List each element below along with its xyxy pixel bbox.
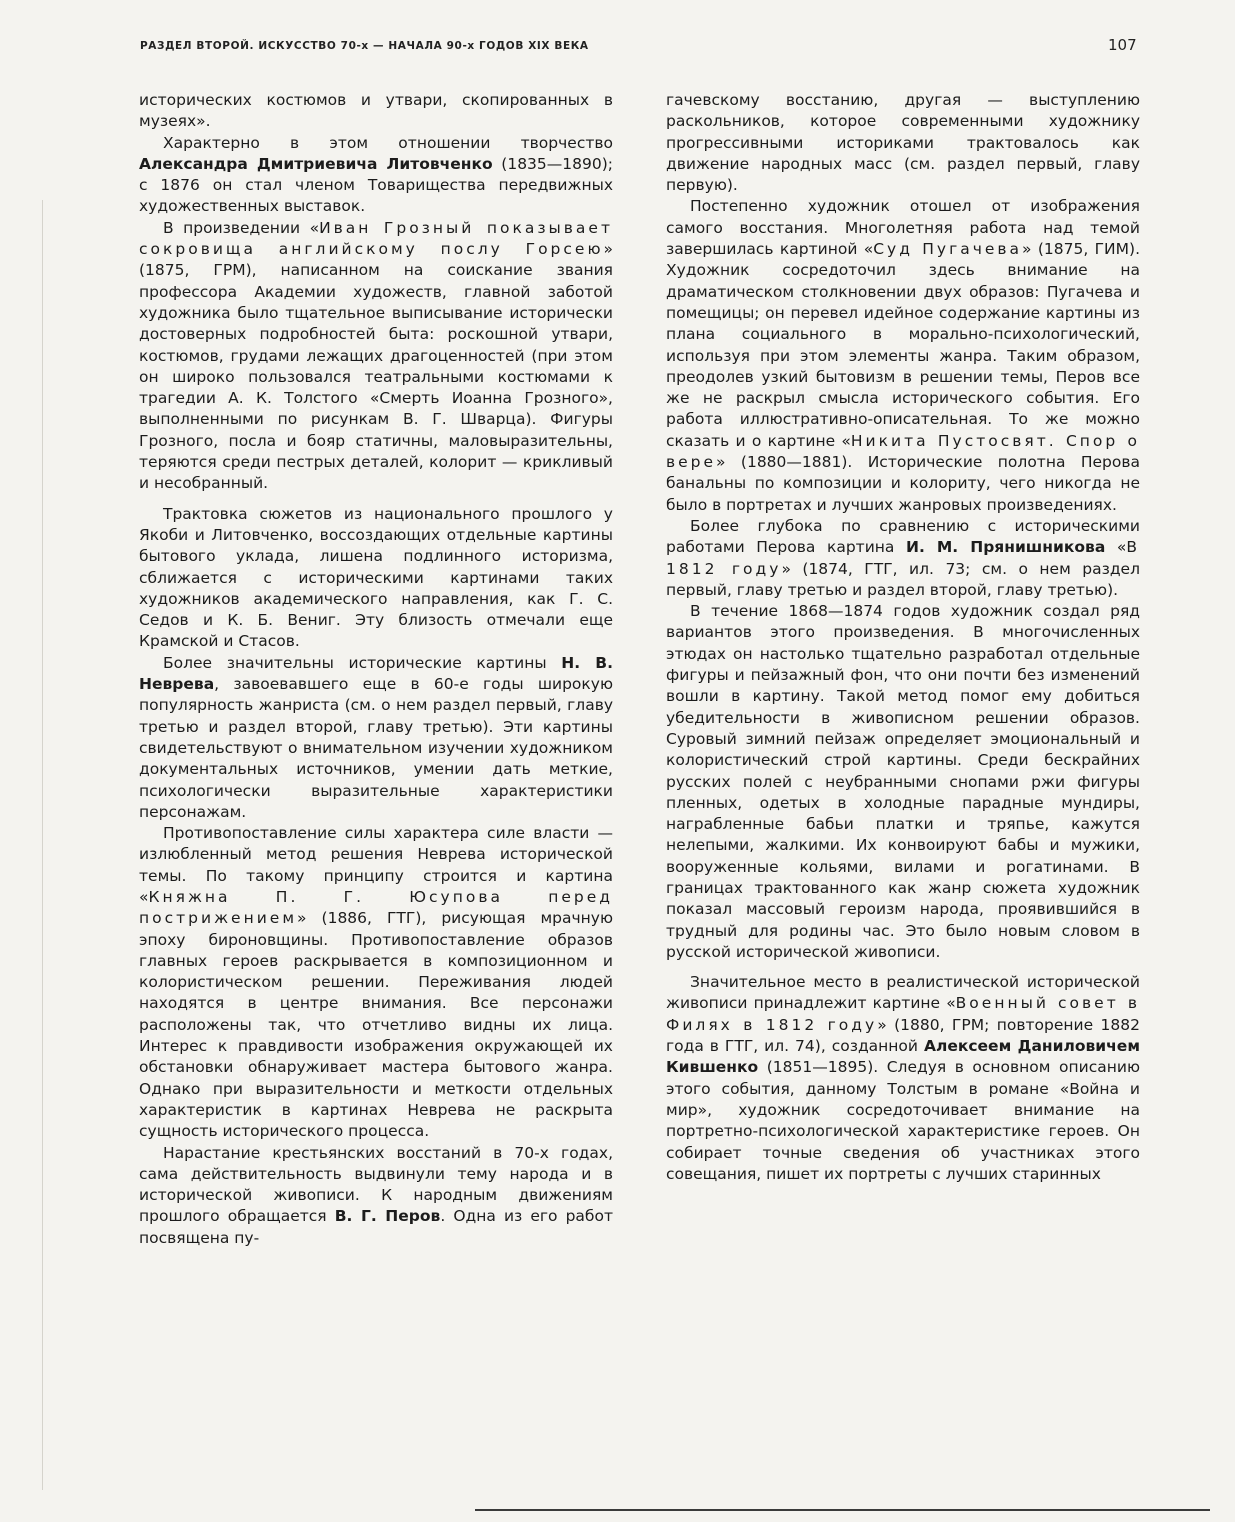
paragraph [139, 504, 613, 653]
paragraph [666, 972, 1140, 1185]
artwork-title: Княжна П. Г. Юсупова перед пострижением [139, 887, 613, 928]
paragraph [139, 133, 613, 218]
text-run: Более значительны исторические картины [163, 653, 562, 672]
text-run: Противопоставление силы характера силе власти — излюбленный метод решения Неврева исторической темы. По такому принципу строится и картина « [139, 824, 613, 906]
text-run: » (1874, ГТГ, ил. 73; см. о нем раздел первый, главу третью и раздел второй, главу третью). [666, 559, 1140, 599]
paragraph [139, 653, 613, 823]
artwork-title: Военный совет в Филях в 1812 году [666, 994, 1140, 1034]
text-run: (1851—1895). Следуя в основном описанию этого события, данному Толстым в романе «Война и мир», художник сосредоточивает внимание на портретно-психологической характеристике героев. Он собирает точные сведения об участниках этого совещания, пишет их портреты с лучших старинных [666, 1058, 1140, 1183]
paragraph [666, 516, 1140, 601]
artwork-title: Суд Пугачева [873, 240, 1023, 259]
paragraph [666, 90, 1140, 196]
page-margin-shadow [42, 200, 43, 1490]
text-run: » (1875, ГРМ), написанном на соискание звания профессора Академии художеств, главной заботой художника было тщательное выписывание исторически достоверных подробностей быта: роскошной утвари, костюмов, грудами лежащих драгоценностей (при этом он широко пользовался театральными костюмами к трагедии А. К. Толстого «Смерть Иоанна Грозного», выполненными по рисункам В. Г. Шварца). Фигуры Грозного, посла и бояр статичны, маловыразительны, теряются среди пестрых деталей, колорит — крикливый и несобранный. [139, 240, 613, 493]
artwork-title: В 1812 году [666, 538, 1140, 578]
text-run: . Одна из его работ посвящена пу- [139, 1207, 613, 1247]
text-run: В произведении « [163, 218, 320, 237]
left-column [139, 90, 613, 1249]
paragraph [139, 1143, 613, 1249]
artwork-title: Никита Пустосвят. Спор о вере [666, 431, 1140, 472]
bold-name: В. Г. Перов [334, 1207, 441, 1226]
text-run: В течение 1868—1874 годов художник создал ряд вариантов этого произведения. В многочисленных этюдах он настолько тщательно разработал отдельные фигуры и пейзажный фон, что они почти без изменений вошли в картину. Такой метод помог ему добиться убедительности в живописном решении образов. Суровый зимний пейзаж определяет эмоциональный и колористический строй картины. Среди бескрайних русских полей с неубранными снопами ржи фигуры пленных, одетых в холодные парадные мундиры, награбленные бабьи платки и тряпье, кажутся нелепыми, жалкими. Их конвоируют бабы и мужики, вооруженные кольями, вилами и рогатинами. В границах трактованного как жанр сюжета художник показал массовый героизм народа, проявившийся в трудный для родины час. Это было новым словом в русской исторической живописи. [666, 602, 1140, 961]
text-run: « [1105, 538, 1127, 557]
text-run: Нарастание крестьянских восстаний в 70-х годах, сама действительность выдвинули тему народа и в исторической живописи. К народным движениям прошлого обращается [139, 1143, 613, 1226]
running-head: РАЗДЕЛ ВТОРОЙ. ИСКУССТВО 70-х — НАЧАЛА 90-х ГОДОВ XIX ВЕКА [140, 40, 589, 52]
artwork-title: Иван Грозный показывает сокровища английскому послу Горсею [139, 218, 613, 259]
bold-name: Александра Дмитриевича Литовченко [139, 154, 493, 173]
text-run: Характерно в этом отношении творчество [163, 133, 613, 152]
paragraph [666, 601, 1140, 963]
text-run: , завоевавшего еще в 60-е годы широкую популярность жанриста (см. о нем раздел первый, главу третью и раздел второй, главу третью). Эти картины свидетельствуют о внимательном изучении художником документальных источников, умении дать меткие, психологически выразительные характеристики персонажам. [139, 675, 613, 821]
right-column [666, 90, 1140, 1185]
bold-name: И. М. Прянишникова [905, 538, 1106, 557]
bold-name: Н. В. Неврева [139, 653, 613, 694]
paragraph [139, 218, 613, 495]
text-run: Более глубока по сравнению с историческими работами Перова картина [666, 516, 1140, 557]
bottom-rule [475, 1509, 1210, 1511]
bold-name: Алексеем Даниловичем Кившенко [666, 1037, 1140, 1077]
text-run: Постепенно художник отошел от изображения самого восстания. Многолетняя работа над темой завершилась картиной « [666, 197, 1140, 259]
text-run: Значительное место в реалистической исторической живописи принадлежит картине « [666, 973, 1140, 1013]
text-run: гачевскому восстанию, другая — выступлению раскольников, которое современными художнику прогрессивными историками трактовалось как движение народных масс (см. раздел первый, главу первую). [666, 91, 1140, 195]
text-run: » (1880—1881). Исторические полотна Перова банальны по композиции и колориту, чего никогда не было в портретах и лучших жанровых произведениях. [666, 453, 1140, 514]
page-number: 107 [1108, 36, 1137, 54]
paragraph [139, 90, 613, 133]
paragraph [139, 823, 613, 1142]
paragraph [666, 196, 1140, 515]
text-run: » (1886, ГТГ), рисующая мрачную эпоху бироновщины. Противопоставление образов главных героев раскрывается в композиционном и колористическом решении. Переживания людей находятся в центре внимания. Все персонажи расположены так, что отчетливо видны их лица. Интерес к правдивости изображения окружающей их обстановки обнаруживает мастера бытового жанра. Однако при выразительности и меткости отдельных характеристик в картинах Неврева не раскрыта сущность исторического процесса. [139, 909, 613, 1141]
text-run: исторических костюмов и утвари, скопированных в музеях». [139, 91, 613, 131]
text-run: » (1880, ГРМ; повторение 1882 года в ГТГ, ил. 74), созданной [666, 1015, 1140, 1056]
text-run: (1835—1890); с 1876 он стал членом Товарищества передвижных художественных выставок. [139, 154, 614, 216]
text-run: Трактовка сюжетов из национального прошлого у Якоби и Литовченко, воссоздающих отдельные картины бытового уклада, лишена подлинного историзма, сближается с историческими картинами таких художников академического направления, как Г. С. Седов и К. Б. Вениг. Эту близость отмечали еще Крамской и Стасов. [139, 504, 613, 651]
text-run: » (1875, ГИМ). Художник сосредоточил здесь внимание на драматическом столкновении двух образов: Пугачева и помещицы; он перевел идейное содержание картины из плана социального в морально-психологический, используя при этом элементы жанра. Таким образом, преодолев узкий бытовизм в решении темы, Перов все же не раскрыл смысла исторического события. Его работа иллюстративно-описательная. То же можно сказать и о картине « [666, 240, 1140, 450]
